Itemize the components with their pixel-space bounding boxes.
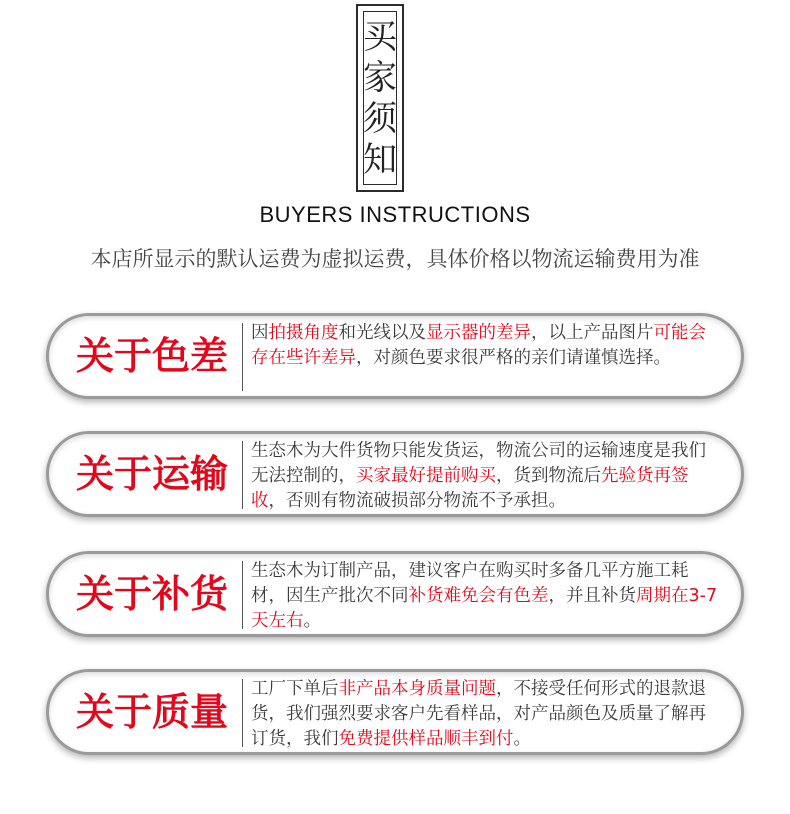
body-text: 生态木为大件货物只能发货运，物流公司的运输速度是我们无法控制的， <box>251 441 706 486</box>
body-text: 。 <box>303 611 321 631</box>
body-text: ，并且补货 <box>548 586 636 606</box>
title-char: 买 <box>363 16 397 57</box>
card-shipping <box>46 431 744 517</box>
body-text: ，货到物流后 <box>496 466 601 486</box>
highlight-text: 周期在3-7天左右 <box>251 586 718 631</box>
highlight-text: 非产品本身质量问题 <box>338 679 496 699</box>
card-body <box>251 677 721 752</box>
body-text: 工厂下单后 <box>251 679 339 699</box>
highlight-text: 可能会存在些许差异 <box>251 323 706 368</box>
body-text: ，以上产品图片 <box>531 323 654 343</box>
card-title: 关于色差 <box>75 334 228 378</box>
card-divider <box>242 561 243 629</box>
card-body <box>251 559 721 634</box>
english-subtitle: BUYERS INSTRUCTIONS <box>259 202 531 227</box>
title-box <box>356 4 404 192</box>
card-quality <box>46 669 744 755</box>
highlight-text: 先验货再签收 <box>251 466 689 511</box>
shipping-note: 本店所显示的默认运费为虚拟运费，具体价格以物流运输费用为准 <box>90 247 700 271</box>
body-text: 。 <box>513 729 531 749</box>
card-divider <box>242 323 243 391</box>
card-color-difference <box>46 313 744 399</box>
title-char: 须 <box>363 98 397 139</box>
body-text: ，不接受任何形式的退款退货，我们强烈要求客户先看样品，对产品颜色及质量了解再订货，我们 <box>251 679 706 749</box>
title-char: 知 <box>363 139 397 180</box>
card-title: 关于运输 <box>75 452 228 496</box>
card-divider <box>242 679 243 747</box>
body-text: 因 <box>251 323 269 343</box>
body-text: 和光线以及 <box>338 323 426 343</box>
body-text: ，对颜色要求很严格的亲们请谨慎选择。 <box>356 348 671 368</box>
card-restock <box>46 551 744 637</box>
highlight-text: 补货难免会有色差 <box>408 586 549 606</box>
title-char: 家 <box>363 57 397 98</box>
card-divider <box>242 441 243 509</box>
body-text: ，否则有物流破损部分物流不予承担。 <box>268 491 566 511</box>
card-body <box>251 439 721 514</box>
highlight-text: 拍摄角度 <box>268 323 339 343</box>
highlight-text: 显示器的差异 <box>426 323 531 343</box>
highlight-text: 免费提供样品顺丰到付 <box>338 729 514 749</box>
card-title: 关于补货 <box>75 572 228 616</box>
card-title: 关于质量 <box>75 690 228 734</box>
body-text: 生态木为订制产品，建议客户在购买时多备几平方施工耗材，因生产批次不同 <box>251 561 689 606</box>
highlight-text: 买家最好提前购买 <box>356 466 496 486</box>
card-body <box>251 321 721 371</box>
title-box-inner <box>363 11 397 185</box>
